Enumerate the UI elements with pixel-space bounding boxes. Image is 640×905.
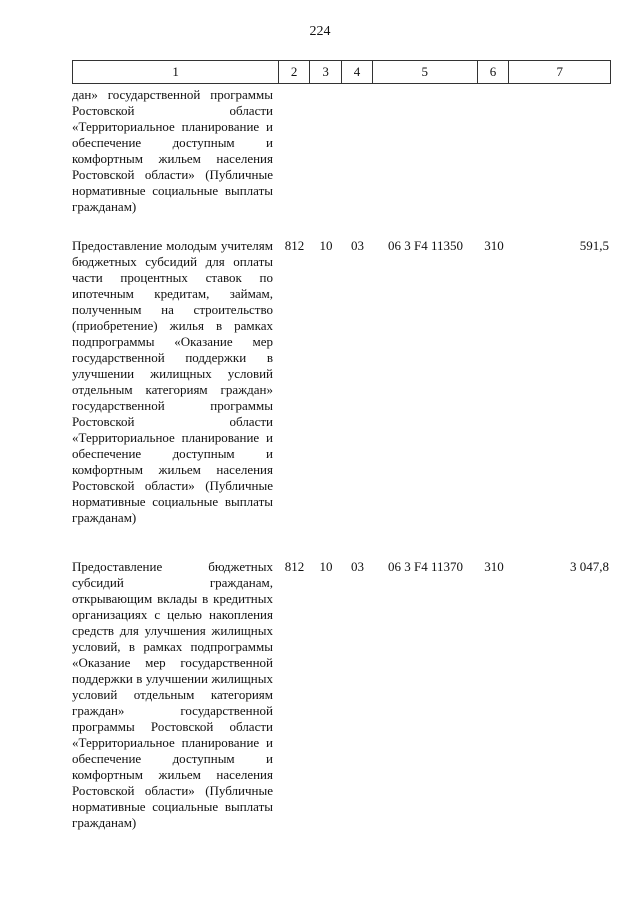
row-target-article: 06 3 F4 11370 bbox=[388, 559, 463, 574]
header-col-6: 6 bbox=[478, 61, 510, 83]
row-expense-type: 310 bbox=[484, 559, 504, 574]
row-section-code: 10 bbox=[319, 559, 333, 574]
table-row bbox=[72, 559, 611, 831]
header-col-4: 4 bbox=[342, 61, 373, 83]
header-col-3: 3 bbox=[310, 61, 342, 83]
row-target-article bbox=[373, 87, 478, 215]
row-section-code bbox=[310, 87, 342, 215]
row-section-code: 10 bbox=[319, 238, 333, 253]
row-expense-type bbox=[478, 87, 510, 215]
row-description: Предоставление бюджетных субсидий гражданам, открывающим вклады в кредитных организациях с целью накопления средств для улучшения жилищных условий, в рамках подпрограммы «Оказание мер государственной поддержки в улучшении жилищных условий отдельным категориям граждан» государственной программы Ростовской области «Территориальное планирование и обеспечение доступным и комфортным жильем населения Ростовской области» (Публичные нормативные социальные выплаты гражданам) bbox=[72, 559, 273, 830]
row-ministry-code: 812 bbox=[284, 238, 305, 253]
row-expense-type: 310 bbox=[484, 238, 504, 253]
table-header-row bbox=[72, 60, 611, 84]
page-number: 224 bbox=[309, 24, 331, 39]
row-amount bbox=[510, 87, 611, 215]
row-amount: 591,5 bbox=[579, 238, 609, 253]
row-subsection-code bbox=[342, 87, 373, 215]
row-description: Предоставление молодым учителям бюджетных субсидий для оплаты части процентных ставок по ипотечным кредитам, займам, полученным на строительство (приобретение) жилья в рамках подпрограммы «Оказание мер государственной поддержки в улучшении жилищных условий отдельным категориям граждан» государственной программы Ростовской области «Территориальное планирование и обеспечение доступным и комфортным жильем населения Ростовской области» (Публичные нормативные социальные выплаты гражданам) bbox=[72, 238, 273, 525]
row-subsection-code: 03 bbox=[351, 559, 364, 574]
row-description: дан» государственной программы Ростовской области «Территориальное планирование и обеспечение доступным и комфортным жильем населения Ростовской области» (Публичные нормативные социальные выплаты гражданам) bbox=[72, 87, 273, 214]
table-row bbox=[72, 238, 611, 526]
header-col-7: 7 bbox=[556, 64, 563, 79]
table-row bbox=[72, 87, 611, 215]
row-ministry-code: 812 bbox=[284, 559, 305, 574]
header-col-5: 5 bbox=[373, 61, 478, 83]
row-subsection-code: 03 bbox=[351, 238, 364, 253]
header-col-2: 2 bbox=[279, 61, 310, 83]
row-amount: 3 047,8 bbox=[570, 559, 609, 574]
row-target-article: 06 3 F4 11350 bbox=[388, 238, 463, 253]
header-col-1: 1 bbox=[73, 61, 279, 83]
row-ministry-code bbox=[279, 87, 310, 215]
